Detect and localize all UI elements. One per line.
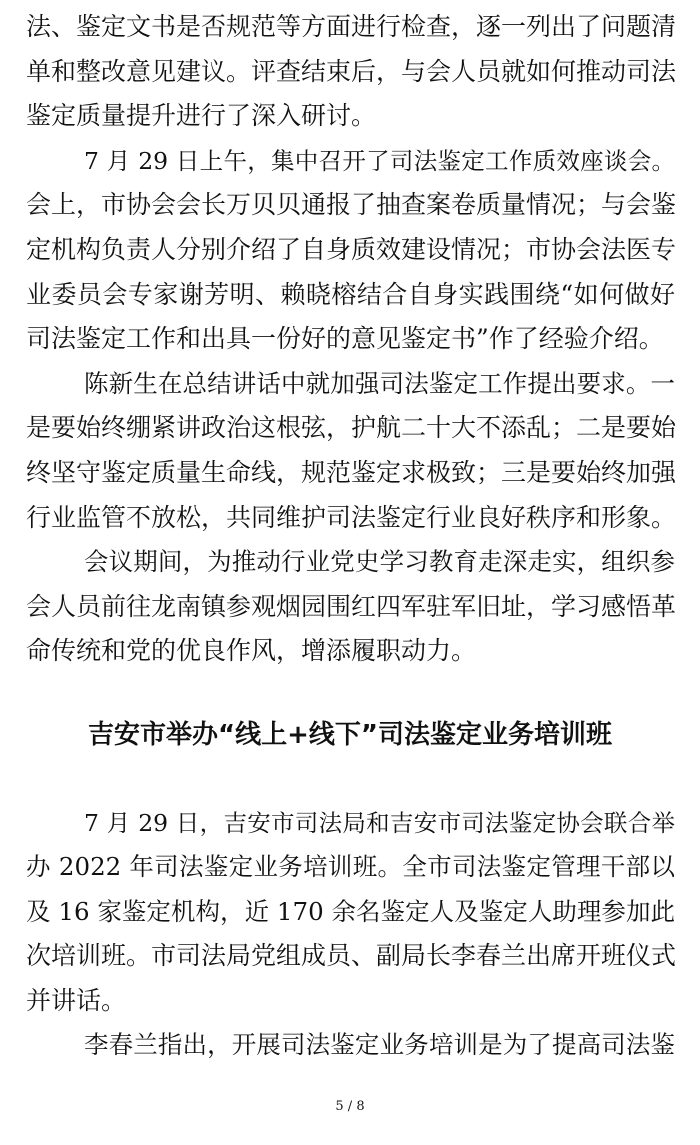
paragraph-line: 7 月 29 日上午，集中召开了司法鉴定工作质效座谈会。 <box>84 146 675 175</box>
paragraph-line: 7 月 29 日，吉安市司法局和吉安市司法鉴定协会联合举 <box>84 809 675 837</box>
paragraph-line: 并讲话。 <box>26 985 127 1015</box>
paragraph-line: 终坚守鉴定质量生命线，规范鉴定求极致；三是要始终加强 <box>26 458 677 487</box>
paragraph-line: 是要始终绷紧讲政治这根弦，护航二十大不添乱；二是要始 <box>26 413 677 443</box>
paragraph-line: 司法鉴定工作和出具一份好的意见鉴定书”作了经验介绍。 <box>26 324 664 354</box>
paragraph-line: 法、鉴定文书是否规范等方面进行检查，逐一列出了问题清 <box>26 12 677 41</box>
paragraph-line: 会议期间，为推动行业党史学习教育走深走实，组织参 <box>84 547 675 577</box>
section-heading: 吉安市举办“线上+线下”司法鉴定业务培训班 <box>88 720 612 750</box>
paragraph-line: 及 16 家鉴定机构，近 170 余名鉴定人及鉴定人助理参加此 <box>26 896 675 926</box>
paragraph-line: 会人员前往龙南镇参观烟园围红四军驻军旧址，学习感悟革 <box>26 591 677 621</box>
paragraph-line: 李春兰指出，开展司法鉴定业务培训是为了提高司法鉴 <box>84 1030 675 1059</box>
paragraph-line: 陈新生在总结讲话中就加强司法鉴定工作提出要求。一 <box>84 368 675 398</box>
paragraph-line: 会上，市协会会长万贝贝通报了抽查案卷质量情况；与会鉴 <box>26 190 677 220</box>
paragraph-line: 办 2022 年司法鉴定业务培训班。全市司法鉴定管理干部以 <box>26 852 675 882</box>
paragraph-line: 次培训班。市司法局党组成员、副局长李春兰出席开班仪式 <box>26 941 677 971</box>
paragraph-line: 定机构负责人分别介绍了自身质效建设情况；市协会法医专 <box>26 235 677 264</box>
paragraph-line: 鉴定质量提升进行了深入研讨。 <box>26 101 377 131</box>
paragraph-line: 单和整改意见建议。评查结束后，与会人员就如何推动司法 <box>26 56 677 86</box>
page-number: 5 / 8 <box>335 1099 365 1114</box>
paragraph-line: 业委员会专家谢芳明、赖晓榕结合自身实践围绕“如何做好 <box>26 279 675 309</box>
paragraph-line: 行业监管不放松，共同维护司法鉴定行业良好秩序和形象。 <box>26 502 677 532</box>
paragraph-line: 命传统和党的优良作风，增添履职动力。 <box>26 636 477 666</box>
